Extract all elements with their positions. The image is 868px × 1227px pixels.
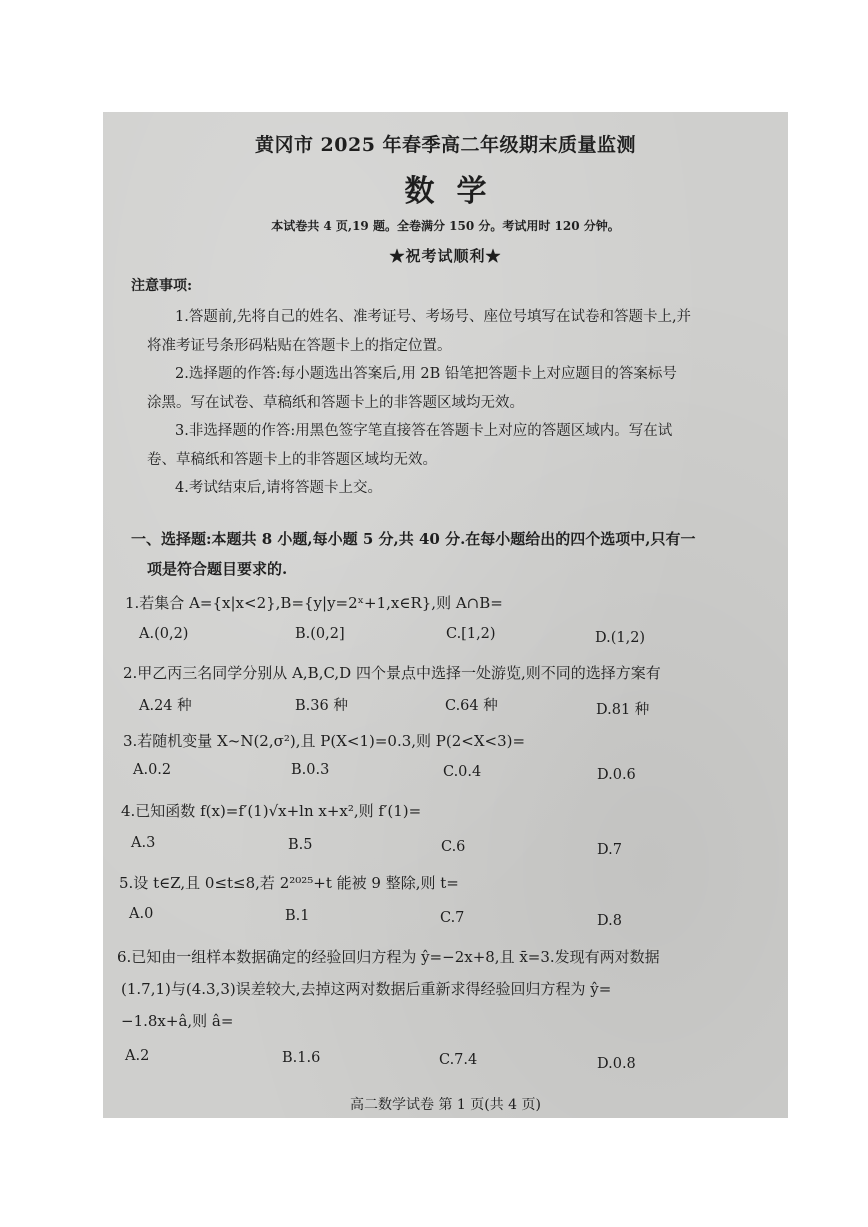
question-6-stem-line3: −1.8x+â,则 â= [121,1012,234,1030]
question-6-stem-line1: 6.已知由一组样本数据确定的经验回归方程为 ŷ=−2x+8,且 x̄=3.发现有两对数据 [117,948,660,966]
question-6-option-c: C.7.4 [439,1052,478,1068]
question-6-option-b: B.1.6 [282,1050,321,1066]
question-5-stem: 5.设 t∈Z,且 0≤t≤8,若 2²⁰²⁵+t 能被 9 整除,则 t= [119,874,459,892]
question-4-option-a: A.3 [131,835,156,851]
note-line: 将准考证号条形码粘贴在答题卡上的指定位置。 [147,338,452,354]
section-heading-cont: 项是符合题目要求的. [147,560,288,578]
question-5-option-d: D.8 [597,913,622,929]
question-3-option-b: B.0.3 [291,762,330,778]
notes-heading: 注意事项: [131,278,193,294]
question-4-option-d: D.7 [597,842,622,858]
question-6-option-a: A.2 [125,1048,150,1064]
question-6-option-d: D.0.8 [597,1056,636,1072]
question-5-option-a: A.0 [129,906,154,922]
question-2-option-c: C.64 种 [445,698,498,714]
question-2-stem: 2.甲乙丙三名同学分别从 A,B,C,D 四个景点中选择一处游览,则不同的选择方案有 [123,664,661,682]
question-2-option-a: A.24 种 [139,698,192,714]
page-footer: 高二数学试卷 第 1 页(共 4 页) [350,1097,541,1113]
note-line: 涂黑。写在试卷、草稿纸和答题卡上的非答题区域均无效。 [147,395,524,411]
question-1-stem: 1.若集合 A={x|x<2},B={y|y=2ˣ+1,x∈R},则 A∩B= [125,594,503,612]
question-3-option-c: C.0.4 [443,764,482,780]
note-line: 4.考试结束后,请将答题卡上交。 [175,480,382,496]
note-line: 1.答题前,先将自己的姓名、准考证号、考场号、座位号填写在试卷和答题卡上,并 [175,309,692,325]
note-line: 卷、草稿纸和答题卡上的非答题区域均无效。 [147,452,437,468]
question-1-option-c: C.[1,2) [446,626,496,642]
note-line: 2.选择题的作答:每小题选出答案后,用 2B 铅笔把答题卡上对应题目的答案标号 [175,366,677,382]
exam-paper [103,112,788,1118]
question-4-option-b: B.5 [288,837,313,853]
question-3-option-a: A.0.2 [133,762,172,778]
question-1-option-a: A.(0,2) [139,626,189,642]
question-3-option-d: D.0.6 [597,767,636,783]
question-3-stem: 3.若随机变量 X~N(2,σ²),且 P(X<1)=0.3,则 P(2<X<3)= [123,732,526,750]
question-5-option-c: C.7 [440,910,465,926]
question-4-stem: 4.已知函数 f(x)=f′(1)√x+ln x+x²,则 f′(1)= [121,802,422,820]
note-line: 3.非选择题的作答:用黑色签字笔直接答在答题卡上对应的答题区域内。写在试 [175,423,673,439]
good-luck-banner: ★祝考试顺利★ [389,247,502,265]
section-heading: 一、选择题:本题共 8 小题,每小题 5 分,共 40 分.在每小题给出的四个选项中,只有一 [131,530,696,548]
subject-title: 数学 [404,174,509,209]
exam-info: 本试卷共 4 页,19 题。全卷满分 150 分。考试用时 120 分钟。 [271,219,620,233]
question-5-option-b: B.1 [285,908,310,924]
question-4-option-c: C.6 [441,839,466,855]
exam-title: 黄冈市 2025 年春季高二年级期末质量监测 [254,134,637,156]
question-2-option-b: B.36 种 [295,698,348,714]
question-6-stem-line2: (1.7,1)与(4.3,3)误差较大,去掉这两对数据后重新求得经验回归方程为 ŷ= [121,980,612,998]
question-2-option-d: D.81 种 [596,702,650,718]
question-1-option-b: B.(0,2] [295,626,345,642]
question-1-option-d: D.(1,2) [595,630,646,646]
